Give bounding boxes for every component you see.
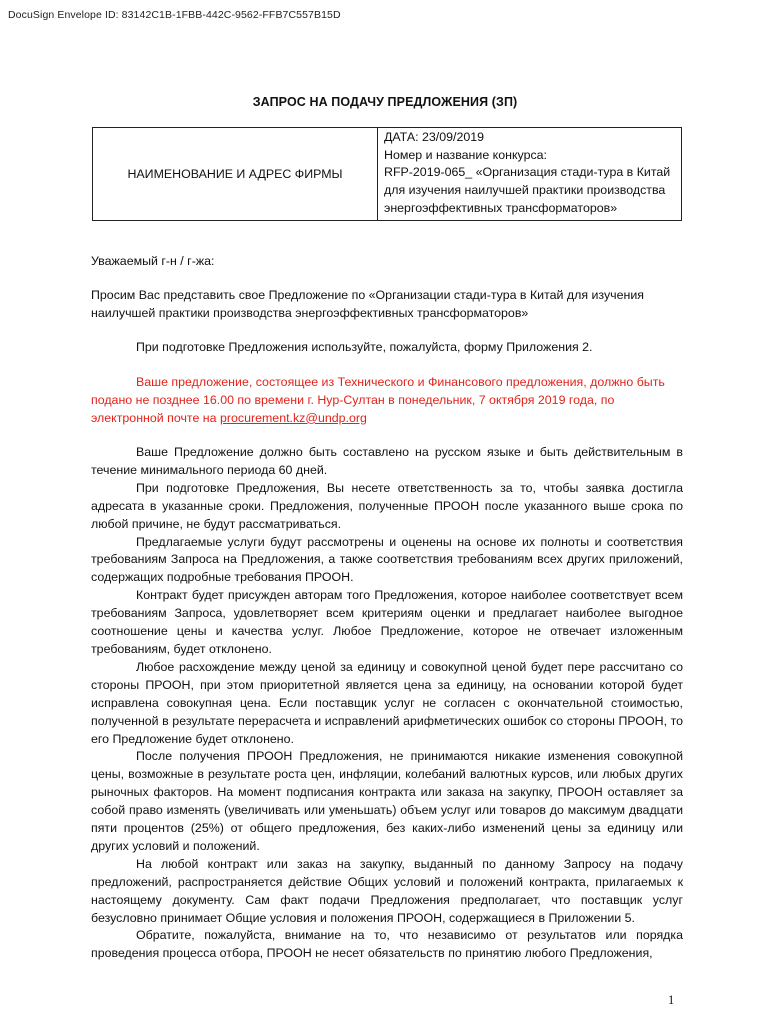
paragraph-contract-award: Контракт будет присужден авторам того Предложения, которое наиболее соответствует всем требованиям Запроса, удовлетворяет всем критериям оценки и предлагает наиболее выгодное соотношение цены и качества услуг. Любое Предложение, которое не отвечает изложенным требованиям, будет отклонено. xyxy=(91,588,683,656)
procurement-email-link[interactable]: procurement.kz@undp.org xyxy=(219,410,367,425)
deadline-paragraph xyxy=(91,374,683,428)
paragraph-price-discrepancy: Любое расхождение между ценой за единицу и совокупной ценой будет пере рассчитано со стороны ПРООН, при этом приоритетной является цена за единицу, на основании которой будет исправлена совокупная цена. Если поставщик услуг не согласен с окончательной стоимостью, полученной в результате перерасчета и исправлений арифметических ошибок со стороны ПРООН, то его Предложение будет отклонено. xyxy=(91,659,683,746)
paragraph-language-validity: Ваше Предложение должно быть составлено на русском языке и быть действительным в течение минимального периода 60 дней. xyxy=(91,445,683,477)
contest-name-line-3: энергоэффективных трансформаторов» xyxy=(384,200,618,215)
header-table xyxy=(92,127,682,221)
paragraph-submission-responsibility: При подготовке Предложения, Вы несете ответственность за то, чтобы заявка достигла адресата в указанные сроки. Предложения, полученные ПРООН после указанного выше срока по любой причине, не будут рассматриваться. xyxy=(91,480,683,531)
body-text xyxy=(91,444,683,963)
contest-name-line-2: для изучения наилучшей практики производства xyxy=(384,183,666,198)
paragraph-price-changes: После получения ПРООН Предложения, не принимаются никакие изменения совокупной цены, возможные в результате роста цен, инфляции, колебаний валютных курсов, или любых других рыночных факторов. На момент подписания контракта или заказа на закупку, ПРООН оставляет за собой право изменять (увеличивать или уменьшать) объем услуг или товаров до максимум двадцати пяти процентов (25%) от общего предложения, без каких-либо изменений цены за единицу или других условий и положений. xyxy=(91,749,683,853)
contest-info-cell xyxy=(378,128,682,221)
form-note: При подготовке Предложения используйте, пожалуйста, форму Приложения 2. xyxy=(136,340,593,354)
date-line: ДАТА: 23/09/2019 xyxy=(384,130,485,144)
firm-label: НАИМЕНОВАНИЕ И АДРЕС ФИРМЫ xyxy=(127,166,343,181)
contest-label: Номер и название конкурса: xyxy=(384,147,547,162)
deadline-text: Ваше предложение, состоящее из Технического и Финансового предложения, должно быть подано не позднее 16.00 по времени г. Нур-Султан в понедельник, 7 октября 2019 года, по электронной почте на xyxy=(91,375,665,425)
paragraph-evaluation: Предлагаемые услуги будут рассмотрены и оценены на основе их полноты и соответствия требованиям Запроса на Предложения, а также соответствия требованиям всех других приложений, содержащих подробные требования ПРООН. xyxy=(91,534,683,585)
document-title: ЗАПРОС НА ПОДАЧУ ПРЕДЛОЖЕНИЯ (ЗП) xyxy=(252,95,518,109)
paragraph-no-obligation: Обратите, пожалуйста, внимание на то, что независимо от результатов или порядка проведения процесса отбора, ПРООН не несет обязательств по принятию любого Предложения, xyxy=(91,928,683,961)
page-number: 1 xyxy=(668,993,675,1007)
contest-name-line-1: RFP-2019-065_ «Организация стади-тура в Китай xyxy=(384,165,671,180)
intro-paragraph: Просим Вас представить свое Предложение по «Организации стади-тура в Китай для изучения наилучшей практики производства энергоэффективных трансформаторов» xyxy=(91,288,644,320)
greeting: Уважаемый г-н / г-жа: xyxy=(91,254,215,268)
firm-name-cell xyxy=(93,128,378,221)
paragraph-general-conditions: На любой контракт или заказ на закупку, выданный по данному Запросу на подачу предложений, распространяется действие Общих условий и положений контракта, прилагаемых к настоящему документу. Сам факт подачи Предложения предполагает, что поставщик услуг безусловно принимает Общие условия и положения ПРООН, содержащиеся в Приложении 5. xyxy=(91,856,683,925)
docusign-envelope-id: DocuSign Envelope ID: 83142C1B-1FBB-442C-9562-FFB7C557B15D xyxy=(8,9,341,21)
